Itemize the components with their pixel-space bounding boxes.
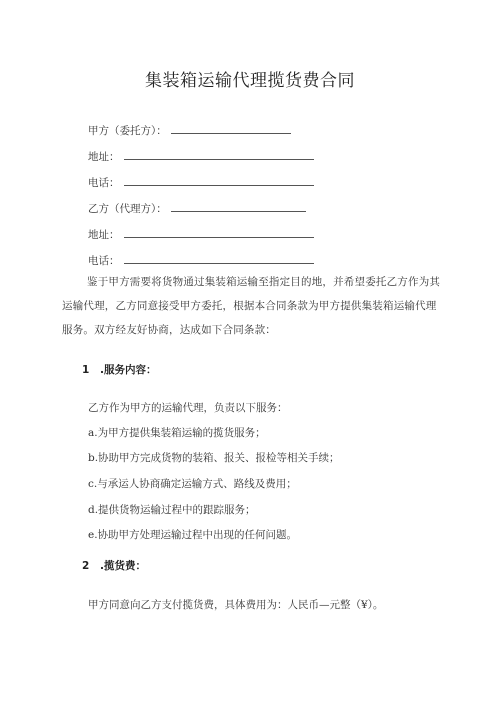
- party-b-address-blank[interactable]: [124, 227, 314, 238]
- service-item-d: d.提供货物运输过程中的跟踪服务；: [88, 504, 256, 516]
- party-a-address-line: [88, 149, 314, 164]
- party-a-label: 甲方（委托方）：: [88, 125, 167, 137]
- party-a-phone-label: 电话：: [88, 177, 120, 189]
- section-2-heading: [82, 558, 146, 573]
- section-1-lead: 乙方作为甲方的运输代理，负责以下服务：: [88, 402, 288, 414]
- party-a-line: [88, 123, 291, 138]
- section-1-title: .服务内容：: [100, 364, 157, 376]
- service-item-e: e.协助甲方处理运输过程中出现的任何问题。: [88, 529, 298, 541]
- party-a-blank[interactable]: [171, 123, 291, 134]
- document-title: 集装箱运输代理揽货费合同: [145, 71, 355, 91]
- party-b-line: [88, 201, 306, 216]
- party-a-address-label: 地址：: [88, 151, 120, 163]
- service-item-c: c.与承运人协商确定运输方式、路线及费用；: [88, 478, 297, 490]
- section-2-title: .揽货费：: [100, 560, 146, 572]
- intro-paragraph: 鉴于甲方需要将货物通过集装箱运输至指定目的地，并希望委托乙方作为其运输代理，乙方同意接受甲方委托，根据本合同条款为甲方提供集装箱运输代理服务。双方经友好协商，达成如下合同条款：: [62, 276, 441, 336]
- party-b-phone-label: 电话：: [88, 255, 120, 267]
- section-2-number: 2: [82, 560, 90, 572]
- section-1-heading: [82, 362, 157, 377]
- party-a-address-blank[interactable]: [124, 149, 314, 160]
- party-b-phone-blank[interactable]: [124, 253, 314, 264]
- party-b-phone-line: [88, 253, 314, 268]
- party-a-phone-blank[interactable]: [124, 175, 314, 186]
- section-2-body: 甲方同意向乙方支付揽货费，具体费用为：人民币—元整（¥）。: [88, 599, 384, 611]
- party-b-address-line: [88, 227, 314, 242]
- service-item-b: b.协助甲方完成货物的装箱、报关、报检等相关手续；: [88, 452, 340, 464]
- party-b-blank[interactable]: [171, 201, 306, 212]
- section-1-number: 1: [82, 364, 90, 376]
- party-b-address-label: 地址：: [88, 229, 120, 241]
- party-b-label: 乙方（代理方）：: [88, 203, 167, 215]
- service-item-a: a.为甲方提供集装箱运输的揽货服务；: [88, 427, 266, 439]
- party-a-phone-line: [88, 175, 314, 190]
